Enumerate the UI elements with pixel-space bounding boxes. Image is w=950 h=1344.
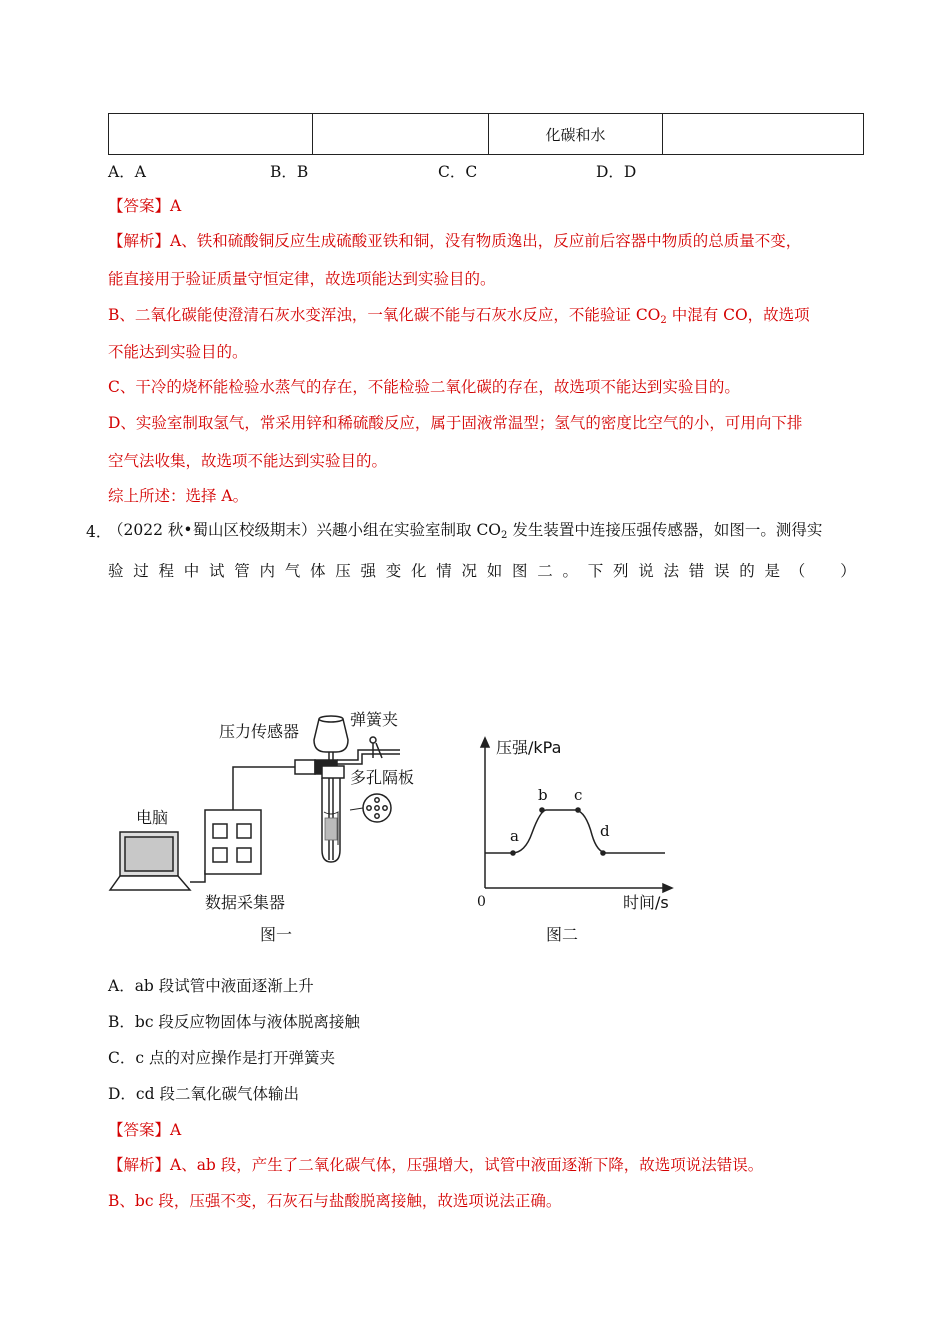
option-b: B．bc 段反应物固体与液体脱离接触	[108, 1013, 360, 1031]
stem-char: 二	[537, 562, 553, 580]
stem-char: 法	[663, 562, 680, 580]
stem-char: 错	[688, 562, 705, 580]
option-d: D．cd 段二氧化碳气体输出	[108, 1085, 299, 1103]
curve-point-label: b	[538, 786, 548, 804]
analysis-line: C、干冷的烧杯能检验水蒸气的存在，不能检验二氧化碳的存在，故选项不能达到实验目的。	[108, 378, 740, 396]
pressure-chart-axes	[481, 738, 672, 892]
curve-point-label: a	[510, 827, 519, 845]
q4-analysis-line: 【解析】A、ab 段，产生了二氧化碳气体，压强增大，试管中液面逐渐下降，故选项说法错误。	[108, 1156, 764, 1174]
curve-point	[539, 807, 545, 813]
stem-char: 中	[183, 562, 200, 580]
stem-char: 过	[133, 562, 149, 580]
question-number: 4．	[86, 523, 112, 541]
stem-char: 体	[310, 562, 326, 580]
option-a: A．ab 段试管中液面逐渐上升	[108, 977, 314, 995]
experiment-figure	[100, 700, 700, 960]
curve-point	[575, 807, 581, 813]
table-cell: 化碳和水	[489, 114, 663, 155]
stem-char: 说	[638, 562, 654, 580]
computer-icon	[110, 832, 190, 890]
stem-char: 是	[764, 562, 781, 580]
stem-char: （	[789, 562, 806, 580]
stem-char: 误	[714, 562, 730, 580]
chart-y-label: 压强/kPa	[496, 738, 562, 757]
table-cell	[109, 114, 313, 155]
stem-char: 强	[360, 562, 377, 580]
stem-char: 的	[739, 562, 755, 580]
porous-plate-icon	[350, 794, 391, 822]
question-stem-line2	[108, 559, 856, 581]
stem-char: 变	[385, 562, 402, 580]
label-spring-clip: 弹簧夹	[350, 710, 399, 729]
cable	[233, 767, 295, 810]
option-a: A．A	[108, 163, 146, 181]
analysis-line: 空气法收集，故选项不能达到实验目的。	[108, 452, 388, 470]
stem-text: （2022 秋•蜀山区校级期末）兴趣小组在实验室制取 CO	[108, 521, 502, 539]
stem-char	[815, 559, 831, 581]
curve-point-label: d	[600, 822, 610, 840]
label-porous-plate: 多孔隔板	[350, 768, 415, 787]
chart-origin: 0	[477, 894, 486, 910]
option-c: C．c 点的对应操作是打开弹簧夹	[108, 1049, 335, 1067]
q4-answer: 【答案】A	[108, 1121, 182, 1139]
analysis-line: 综上所述：选择 A。	[108, 487, 249, 505]
stem-char: 如	[486, 562, 503, 580]
stem-char: 化	[411, 562, 427, 580]
stem-char: 。	[562, 562, 579, 580]
spring-clip-icon	[370, 737, 382, 758]
analysis-line: 【解析】A、铁和硫酸铜反应生成硫酸亚铁和铜，没有物质逸出，反应前后容器中物质的总质量不变，	[108, 232, 802, 250]
data-collector-icon	[205, 810, 261, 874]
option-d: D．D	[596, 163, 637, 181]
side-tube	[337, 750, 400, 764]
stem-char: 试	[209, 562, 225, 580]
analysis-line: 能直接用于验证质量守恒定律，故选项能达到实验目的。	[108, 270, 496, 288]
stem-char: 情	[436, 562, 452, 580]
table-row	[109, 114, 864, 155]
stem-char: 图	[512, 562, 528, 580]
cable	[190, 870, 205, 882]
table-cell	[663, 114, 864, 155]
stem-char: 验	[108, 562, 124, 580]
analysis-text: 中混有 CO，故选项	[666, 306, 810, 324]
figure2-caption: 图二	[546, 925, 579, 944]
label-computer: 电脑	[136, 808, 169, 827]
analysis-text: B、二氧化碳能使澄清石灰水变浑浊，一氧化碳不能与石灰水反应，不能验证 CO	[108, 306, 661, 324]
stem-text: 发生装置中连接压强传感器，如图一。测得实	[507, 521, 823, 539]
stem-char: 气	[284, 562, 301, 580]
subscript: 2	[660, 315, 667, 326]
curve-point-label: c	[574, 786, 583, 804]
figure1-caption: 图一	[260, 925, 293, 944]
stem-char: 况	[461, 562, 478, 580]
analysis-line: D、实验室制取氢气，常采用锌和稀硫酸反应，属于固液常温型；氢气的密度比空气的小，可用向下排	[108, 414, 803, 432]
stem-char: ）	[840, 562, 856, 580]
stem-char: 内	[259, 562, 276, 580]
label-pressure-sensor: 压力传感器	[219, 722, 300, 741]
question-stem	[108, 520, 822, 540]
stem-char: 列	[613, 562, 629, 580]
table-cell	[313, 114, 489, 155]
label-collector: 数据采集器	[205, 893, 286, 912]
q4-analysis-line: B、bc 段，压强不变，石灰石与盐酸脱离接触，故选项说法正确。	[108, 1192, 562, 1210]
subscript: 2	[501, 530, 508, 541]
option-b: B．B	[270, 163, 309, 181]
stem-char: 下	[587, 562, 604, 580]
analysis-line	[108, 305, 810, 325]
stem-char: 管	[234, 562, 250, 580]
curve-point	[510, 850, 516, 856]
chart-x-label: 时间/s	[623, 893, 669, 912]
curve-point	[600, 850, 606, 856]
stem-char: 压	[335, 562, 351, 580]
answer-table	[108, 113, 864, 155]
stem-char: 程	[158, 562, 175, 580]
prev-answer: 【答案】A	[108, 197, 182, 215]
option-c: C．C	[438, 163, 478, 181]
analysis-line: 不能达到实验目的。	[108, 343, 248, 361]
